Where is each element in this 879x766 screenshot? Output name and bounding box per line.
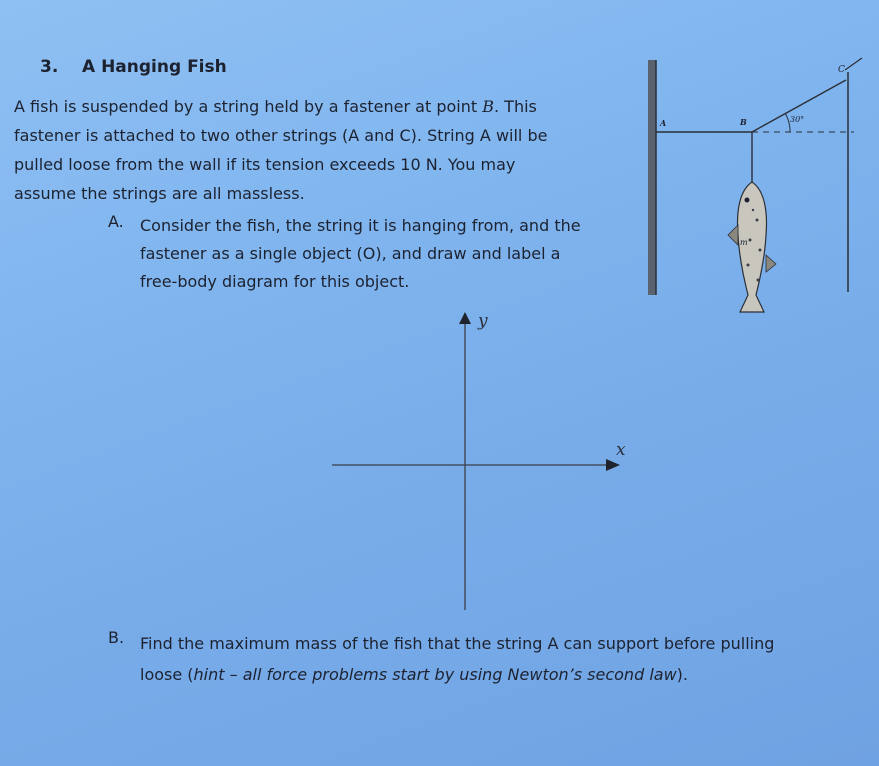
- part-b-line-2-start: loose (: [140, 665, 194, 684]
- y-axis-arrow: [459, 312, 471, 324]
- hanging-fish-figure: [640, 50, 865, 330]
- intro-line-1-text: A fish is suspended by a string held by a fastener at point: [14, 97, 478, 116]
- question-title: A Hanging Fish: [82, 57, 227, 77]
- intro-line-3: pulled loose from the wall if its tension exceeds 10 N. You may: [14, 155, 516, 174]
- part-a-line-3: free-body diagram for this object.: [140, 272, 410, 291]
- intro-line-1-tail: . This: [494, 97, 537, 116]
- label-b: B: [740, 117, 747, 127]
- y-axis-label: y: [478, 311, 488, 331]
- part-b-hint: hint – all force problems start by using Newton’s second law: [193, 665, 677, 684]
- intro-line-2: fastener is attached to two other strings (A and C). String A will be: [14, 126, 548, 145]
- mass-label: m: [740, 238, 748, 247]
- part-a-letter: A.: [108, 212, 124, 231]
- ceiling-c: [845, 58, 862, 70]
- part-b-line-2: [140, 659, 774, 690]
- intro-line-1: [14, 92, 614, 121]
- part-b-letter: B.: [108, 628, 125, 647]
- label-c: C: [838, 65, 845, 75]
- angle-label: 30°: [790, 115, 805, 124]
- intro-point-label: B: [482, 97, 494, 116]
- question-intro: [14, 92, 614, 208]
- label-a: A: [660, 118, 667, 128]
- part-b-text: [140, 628, 774, 690]
- part-a-text: [140, 212, 581, 296]
- part-b-line-1: Find the maximum mass of the fish that the string A can support before pulling: [140, 634, 775, 653]
- x-axis-arrow: [606, 459, 620, 471]
- part-a-line-2: fastener as a single object (O), and draw and label a: [140, 244, 561, 263]
- free-body-axes: [320, 300, 650, 620]
- wall: [648, 60, 656, 295]
- part-b-line-2-end: ).: [676, 665, 688, 684]
- x-axis-label: x: [616, 440, 626, 460]
- string-c: [752, 80, 846, 132]
- fish-icon: [728, 182, 776, 312]
- question-number: 3.: [40, 57, 59, 77]
- intro-line-4: assume the strings are all massless.: [14, 184, 305, 203]
- part-a-line-1: Consider the fish, the string it is hanging from, and the: [140, 216, 581, 235]
